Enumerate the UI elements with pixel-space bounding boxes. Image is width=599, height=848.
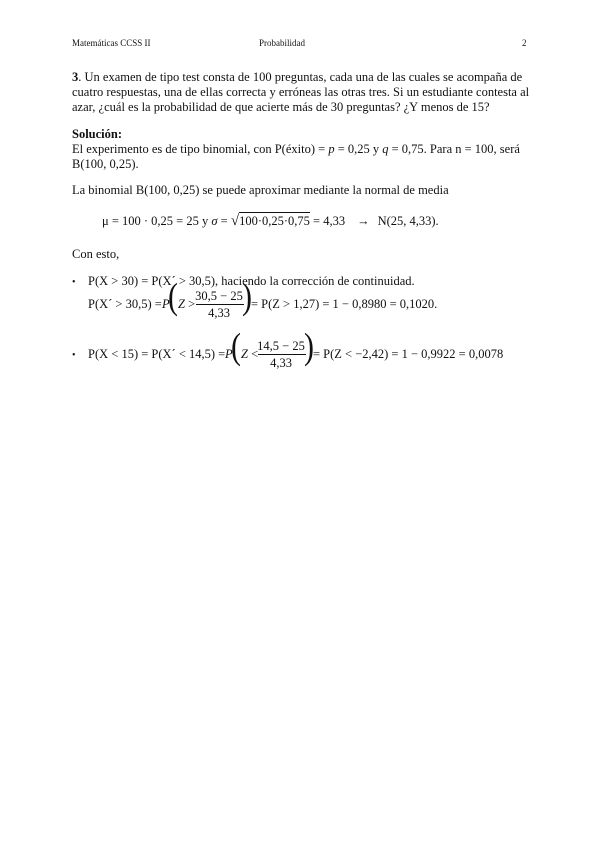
con-esto: Con esto, [72, 247, 120, 261]
solution-title: Solución: [72, 127, 123, 141]
problem-line-3: azar, ¿cuál es la probabilidad de que acierte más de 30 preguntas? ¿Y menos de 15? [72, 100, 490, 114]
arrow-icon: → [357, 214, 370, 228]
problem-number: 3 [72, 70, 79, 84]
approx-text: La binomial B(100, 0,25) se puede aproximar mediante la normal de media [72, 183, 449, 197]
solution-line-1: El experimento es de tipo binomial, con P(éxito) = p = 0,25 y q = 0,75. Para n = 100, será [72, 142, 520, 156]
bullet-icon: • [72, 350, 76, 361]
bullet1-paren-left: ( [168, 275, 178, 317]
bullet1-line: P(X > 30) = P(X´ > 30,5), haciendo la corrección de continuidad. [88, 274, 415, 288]
bullet-icon: • [72, 277, 76, 288]
bullet2-P: P [225, 347, 233, 361]
bullet1-fraction-bar [196, 304, 244, 305]
bullet2-rhs: = P(Z < −2,42) = 1 − 0,9922 = 0,0078 [313, 347, 504, 361]
sqrt-radicand: 100·0,25·0,75 [239, 214, 310, 228]
bullet1-denominator: 4,33 [208, 306, 230, 320]
header-subject: Matemáticas CCSS II [72, 38, 151, 48]
bullet1-paren-right: ) [242, 275, 252, 317]
bullet1-Z: Z > [178, 297, 196, 311]
page-number: 2 [522, 38, 527, 48]
bullet1-lhs: P(X´ > 30,5) = [88, 297, 162, 311]
bullet2-fraction-bar [258, 354, 306, 355]
header-topic: Probabilidad [259, 38, 305, 48]
bullet2-denominator: 4,33 [270, 356, 292, 370]
problem-line-1: 3. Un examen de tipo test consta de 100 preguntas, cada una de las cuales se acompaña de [72, 70, 523, 84]
bullet2-paren-left: ( [231, 325, 241, 367]
bullet2-Z: Z < [241, 347, 259, 361]
mean-sigma-formula: μ = 100 · 0,25 = 25 y σ = √100·0,25·0,75 = 4,33 → N(25, 4,33). [102, 213, 439, 229]
bullet1-P: P [162, 297, 170, 311]
bullet1-rhs: = P(Z > 1,27) = 1 − 0,8980 = 0,1020. [251, 297, 438, 311]
problem-line-2: cuatro respuestas, una de ellas correcta y erróneas las otras tres. Si un estudiante contesta al [72, 85, 530, 99]
bullet2-paren-right: ) [304, 325, 314, 367]
bullet1-numerator: 30,5 − 25 [195, 289, 243, 303]
bullet2-lhs: P(X < 15) = P(X´ < 14,5) = [88, 347, 226, 361]
solution-line-2: B(100, 0,25). [72, 157, 139, 171]
bullet2-numerator: 14,5 − 25 [257, 339, 305, 353]
